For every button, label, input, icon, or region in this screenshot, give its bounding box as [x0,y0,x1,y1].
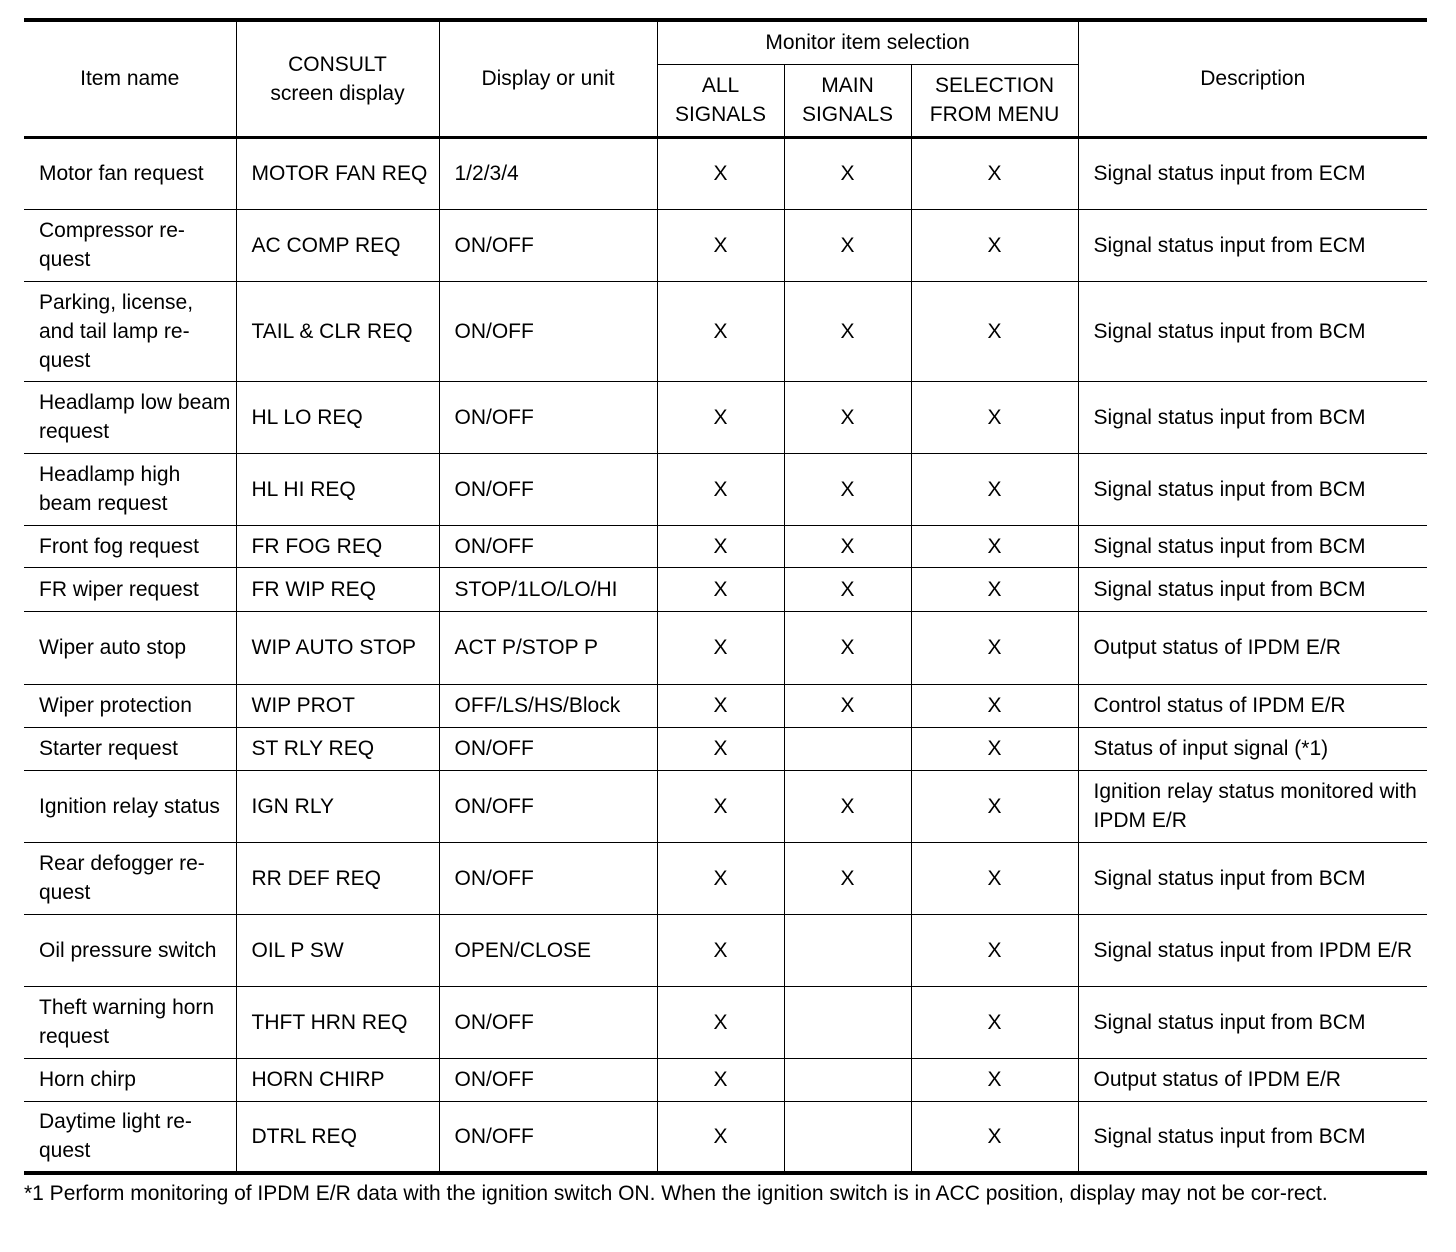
all-signals-cell: X [657,842,784,914]
item-name-cell: Theft warning horn request [24,986,236,1058]
description-cell: Signal status input from BCM [1078,525,1427,567]
main-signals-cell: X [784,684,911,727]
description-cell: Signal status input from BCM [1078,281,1427,381]
main-signals-cell: X [784,209,911,281]
all-signals-cell: X [657,986,784,1058]
consult-cell: WIP AUTO STOP [236,611,439,684]
main-signals-cell [784,1058,911,1101]
table-row [24,209,1427,281]
item-name-cell: Parking, license, and tail lamp re-quest [24,281,236,381]
selection-cell: X [911,525,1078,567]
header-consult: CONSULT screen display [236,20,439,137]
selection-cell: X [911,381,1078,453]
table-row [24,914,1427,986]
all-signals-cell: X [657,1058,784,1101]
table-row [24,567,1427,611]
item-name-cell: FR wiper request [24,567,236,611]
table-row [24,137,1427,209]
unit-cell: ON/OFF [439,453,657,525]
table-row [24,684,1427,727]
selection-cell: X [911,209,1078,281]
description-cell: Status of input signal (*1) [1078,727,1427,770]
table-row [24,1101,1427,1173]
consult-cell: MOTOR FAN REQ [236,137,439,209]
all-signals-cell: X [657,727,784,770]
main-signals-cell [784,1101,911,1173]
main-signals-cell [784,986,911,1058]
footnote: *1 Perform monitoring of IPDM E/R data with the ignition switch ON. When the ignition switch is in ACC position, display may not be cor-rect. [24,1182,1328,1205]
header-monitor-selection: Monitor item selection [657,20,1078,64]
main-signals-cell: X [784,611,911,684]
description-cell: Signal status input from IPDM E/R [1078,914,1427,986]
table-row [24,525,1427,567]
table-row [24,770,1427,842]
consult-cell: HL HI REQ [236,453,439,525]
consult-cell: FR WIP REQ [236,567,439,611]
monitor-item-table [24,18,1427,1175]
header-description: Description [1078,20,1427,137]
unit-cell: OFF/LS/HS/Block [439,684,657,727]
selection-cell: X [911,453,1078,525]
header-all-signals: ALL SIGNALS [657,64,784,137]
main-signals-cell [784,727,911,770]
selection-cell: X [911,727,1078,770]
consult-cell: RR DEF REQ [236,842,439,914]
consult-cell: WIP PROT [236,684,439,727]
all-signals-cell: X [657,1101,784,1173]
item-name-cell: Front fog request [24,525,236,567]
header-unit: Display or unit [439,20,657,137]
header-main-signals: MAIN SIGNALS [784,64,911,137]
item-name-cell: Oil pressure switch [24,914,236,986]
table-row [24,986,1427,1058]
table-row [24,1058,1427,1101]
main-signals-cell: X [784,567,911,611]
item-name-cell: Motor fan request [24,137,236,209]
all-signals-cell: X [657,684,784,727]
main-signals-cell: X [784,842,911,914]
consult-cell: FR FOG REQ [236,525,439,567]
unit-cell: ON/OFF [439,1101,657,1173]
header-item-name: Item name [24,20,236,137]
description-cell: Signal status input from BCM [1078,986,1427,1058]
selection-cell: X [911,1058,1078,1101]
item-name-cell: Rear defogger re-quest [24,842,236,914]
description-cell: Control status of IPDM E/R [1078,684,1427,727]
selection-cell: X [911,137,1078,209]
unit-cell: STOP/1LO/LO/HI [439,567,657,611]
item-name-cell: Horn chirp [24,1058,236,1101]
unit-cell: ON/OFF [439,1058,657,1101]
selection-cell: X [911,281,1078,381]
description-cell: Signal status input from BCM [1078,842,1427,914]
selection-cell: X [911,842,1078,914]
unit-cell: ON/OFF [439,770,657,842]
all-signals-cell: X [657,381,784,453]
unit-cell: OPEN/CLOSE [439,914,657,986]
all-signals-cell: X [657,137,784,209]
all-signals-cell: X [657,770,784,842]
unit-cell: ON/OFF [439,525,657,567]
all-signals-cell: X [657,209,784,281]
selection-cell: X [911,1101,1078,1173]
table-row [24,611,1427,684]
all-signals-cell: X [657,914,784,986]
item-name-cell: Headlamp low beam request [24,381,236,453]
main-signals-cell: X [784,525,911,567]
consult-cell: ST RLY REQ [236,727,439,770]
selection-cell: X [911,567,1078,611]
unit-cell: ON/OFF [439,381,657,453]
description-cell: Signal status input from ECM [1078,137,1427,209]
main-signals-cell: X [784,770,911,842]
description-cell: Output status of IPDM E/R [1078,611,1427,684]
description-cell: Signal status input from BCM [1078,381,1427,453]
selection-cell: X [911,770,1078,842]
item-name-cell: Wiper auto stop [24,611,236,684]
description-cell: Output status of IPDM E/R [1078,1058,1427,1101]
item-name-cell: Starter request [24,727,236,770]
table-row [24,727,1427,770]
unit-cell: ON/OFF [439,281,657,381]
main-signals-cell [784,914,911,986]
description-cell: Signal status input from BCM [1078,567,1427,611]
all-signals-cell: X [657,525,784,567]
consult-cell: HL LO REQ [236,381,439,453]
consult-cell: IGN RLY [236,770,439,842]
table-row [24,453,1427,525]
all-signals-cell: X [657,453,784,525]
item-name-cell: Compressor re-quest [24,209,236,281]
description-cell: Signal status input from ECM [1078,209,1427,281]
unit-cell: ACT P/STOP P [439,611,657,684]
all-signals-cell: X [657,611,784,684]
unit-cell: ON/OFF [439,209,657,281]
unit-cell: ON/OFF [439,842,657,914]
main-signals-cell: X [784,281,911,381]
description-cell: Signal status input from BCM [1078,1101,1427,1173]
main-signals-cell: X [784,381,911,453]
selection-cell: X [911,611,1078,684]
table-row [24,842,1427,914]
description-cell: Signal status input from BCM [1078,453,1427,525]
consult-cell: HORN CHIRP [236,1058,439,1101]
selection-cell: X [911,986,1078,1058]
unit-cell: ON/OFF [439,727,657,770]
item-name-cell: Ignition relay status [24,770,236,842]
all-signals-cell: X [657,281,784,381]
item-name-cell: Headlamp high beam request [24,453,236,525]
unit-cell: 1/2/3/4 [439,137,657,209]
selection-cell: X [911,914,1078,986]
item-name-cell: Wiper protection [24,684,236,727]
consult-cell: TAIL & CLR REQ [236,281,439,381]
consult-cell: THFT HRN REQ [236,986,439,1058]
selection-cell: X [911,684,1078,727]
main-signals-cell: X [784,137,911,209]
main-signals-cell: X [784,453,911,525]
description-cell: Ignition relay status monitored with IPDM E/R [1078,770,1427,842]
consult-cell: DTRL REQ [236,1101,439,1173]
table-row [24,381,1427,453]
all-signals-cell: X [657,567,784,611]
consult-cell: AC COMP REQ [236,209,439,281]
unit-cell: ON/OFF [439,986,657,1058]
item-name-cell: Daytime light re-quest [24,1101,236,1173]
table-row [24,281,1427,381]
header-selection-from-menu: SELECTION FROM MENU [911,64,1078,137]
consult-cell: OIL P SW [236,914,439,986]
